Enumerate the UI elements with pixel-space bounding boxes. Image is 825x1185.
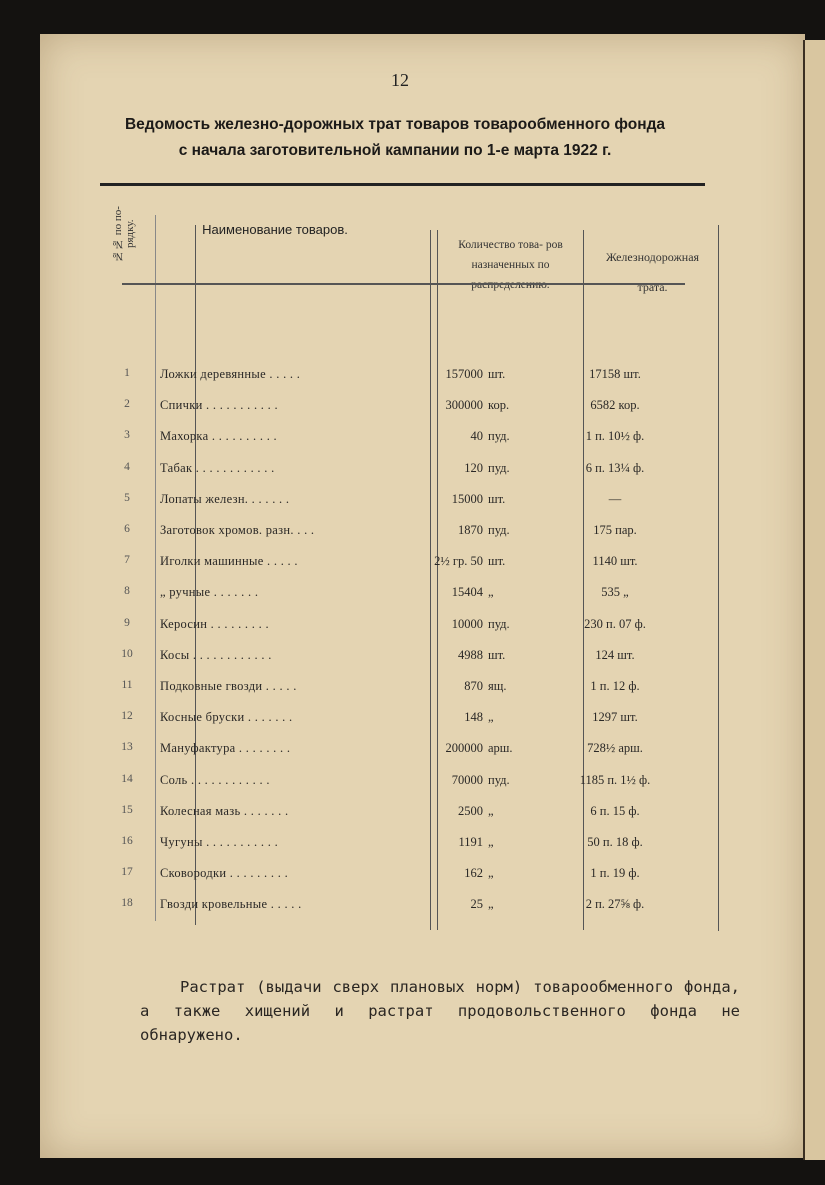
row-unit: кор. <box>488 398 510 413</box>
row-number: 2 <box>124 398 130 411</box>
table-row <box>110 548 710 578</box>
row-quantity: 1191 <box>458 835 483 849</box>
table-row <box>110 860 710 890</box>
table-row <box>110 798 710 828</box>
row-number: 8 <box>124 585 130 598</box>
row-unit: пуд. <box>488 523 510 537</box>
row-name: Ложки деревянные . . . . . <box>160 367 301 381</box>
header-railway-loss: Железнодорожная трата. <box>605 250 700 294</box>
row-unit: „ <box>488 710 494 725</box>
row-number: 13 <box>121 741 133 754</box>
row-unit: шт. <box>488 367 506 381</box>
row-railway-loss: 1297 шт. <box>592 710 638 725</box>
table-row <box>110 829 710 859</box>
table-row <box>110 704 710 734</box>
row-number: 7 <box>124 554 130 567</box>
row-unit: пуд. <box>488 460 510 475</box>
row-number: 6 <box>124 523 130 535</box>
row-quantity: 15000 <box>451 491 483 506</box>
row-quantity: 120 <box>464 460 483 475</box>
row-railway-loss: 1 п. 10½ ф. <box>585 429 645 444</box>
row-railway-loss: 1 п. 19 ф. <box>590 866 640 881</box>
row-number: 12 <box>121 710 133 723</box>
row-number: 10 <box>121 647 133 660</box>
table-row <box>110 517 710 547</box>
table-row <box>110 767 710 797</box>
row-name: Иголки машинные . . . . . <box>160 554 298 569</box>
row-unit: пуд. <box>488 429 510 444</box>
row-number: 3 <box>124 429 130 442</box>
row-quantity: 870 <box>464 679 483 693</box>
row-name: Керосин . . . . . . . . . <box>160 616 269 631</box>
header-rule <box>122 283 685 285</box>
row-name: Спички . . . . . . . . . . . <box>160 398 278 413</box>
row-railway-loss: 535 „ <box>601 585 629 600</box>
row-name: Колесная мазь . . . . . . . <box>160 803 289 818</box>
row-number: 18 <box>121 897 133 910</box>
row-unit: шт. <box>488 647 506 662</box>
row-railway-loss: 1 п. 12 ф. <box>590 679 640 693</box>
row-name: Мануфактура . . . . . . . . <box>160 741 291 756</box>
table-row <box>110 361 710 391</box>
title-line-2: с начала заготовительной кампании по 1-е марта 1922 г. <box>178 142 612 159</box>
footer-note: Растрат (выдачи сверх плановых норм) товарообменного фонда, а также хищений и растрат продовольственного фонда не обнаружено. <box>140 978 740 1044</box>
row-name: Чугуны . . . . . . . . . . . <box>160 835 278 849</box>
row-railway-loss: — <box>608 491 622 506</box>
header-number: №№ по по- рядку. <box>112 206 136 262</box>
row-quantity: 2500 <box>458 803 483 818</box>
row-quantity: 148 <box>464 710 483 725</box>
row-number: 11 <box>121 679 133 691</box>
row-railway-loss: 1185 п. 1½ ф. <box>579 772 651 787</box>
column-divider <box>718 225 719 931</box>
table-row <box>110 611 710 641</box>
table-row <box>110 392 710 422</box>
row-railway-loss: 230 п. 07 ф. <box>584 616 646 631</box>
page-edge <box>803 40 825 1160</box>
row-name: Косы . . . . . . . . . . . . <box>160 647 272 662</box>
row-name: Махорка . . . . . . . . . . <box>160 429 277 444</box>
header-name: Наименование товаров. <box>202 222 348 237</box>
row-unit: „ <box>488 866 494 881</box>
row-unit: шт. <box>488 554 506 569</box>
row-quantity: 1870 <box>458 523 483 537</box>
table-row <box>110 673 710 703</box>
header-quantity: Количество това- ров назначенных по распределению. <box>458 239 563 291</box>
row-unit: „ <box>488 897 494 912</box>
row-railway-loss: 17158 шт. <box>589 367 641 381</box>
row-number: 16 <box>121 835 133 847</box>
row-unit: „ <box>488 803 494 818</box>
row-number: 1 <box>124 367 130 379</box>
row-unit: „ <box>488 585 494 600</box>
table-row <box>110 423 710 453</box>
row-unit: пуд. <box>488 772 510 787</box>
row-name: Соль . . . . . . . . . . . . <box>160 772 270 787</box>
row-name: Сковородки . . . . . . . . . <box>160 866 289 881</box>
table-row <box>110 455 710 485</box>
page-title <box>60 112 730 164</box>
table-row <box>110 579 710 609</box>
row-quantity: 25 <box>470 897 483 912</box>
row-quantity: 10000 <box>451 616 483 631</box>
row-name: Заготовок хромов. разн. . . . <box>160 523 315 537</box>
row-quantity: 40 <box>470 429 483 444</box>
row-quantity: 162 <box>464 866 483 881</box>
row-railway-loss: 1140 шт. <box>592 554 638 569</box>
row-railway-loss: 6 п. 13¼ ф. <box>585 460 645 475</box>
table-top-rule <box>100 183 705 186</box>
row-name: Подковные гвозди . . . . . <box>160 679 297 693</box>
table-row <box>110 891 710 921</box>
row-quantity: 200000 <box>445 741 483 756</box>
row-quantity: 4988 <box>458 647 483 662</box>
row-unit: шт. <box>488 491 506 506</box>
row-name: Табак . . . . . . . . . . . . <box>160 460 275 475</box>
table-row <box>110 486 710 516</box>
title-line-1: Ведомость железно-дорожных трат товаров товарообменного фонда <box>124 116 666 133</box>
row-railway-loss: 6582 кор. <box>590 398 640 413</box>
row-quantity: 300000 <box>445 398 483 413</box>
row-railway-loss: 728½ арш. <box>587 741 643 756</box>
row-railway-loss: 2 п. 27⅝ ф. <box>585 897 645 912</box>
row-quantity: 157000 <box>445 367 483 381</box>
table-row <box>110 735 710 765</box>
row-quantity: 70000 <box>451 772 483 787</box>
row-unit: ящ. <box>488 679 507 693</box>
row-quantity: 15404 <box>451 585 483 600</box>
table-row <box>110 642 710 672</box>
row-name: Гвозди кровельные . . . . . <box>160 897 302 912</box>
row-name: „ ручные . . . . . . . <box>160 585 259 600</box>
row-number: 9 <box>124 616 130 629</box>
row-name: Косные бруски . . . . . . . <box>160 710 293 725</box>
row-number: 14 <box>121 772 133 785</box>
page-number: 12 <box>391 70 409 90</box>
row-unit: пуд. <box>488 616 510 631</box>
row-number: 5 <box>124 491 130 504</box>
row-railway-loss: 124 шт. <box>595 647 635 662</box>
row-number: 17 <box>121 866 133 879</box>
row-railway-loss: 50 п. 18 ф. <box>587 835 643 849</box>
row-name: Лопаты железн. . . . . . . <box>160 491 290 506</box>
row-number: 15 <box>121 803 133 816</box>
row-unit: арш. <box>488 741 513 756</box>
row-railway-loss: 175 пар. <box>593 523 637 537</box>
row-quantity: 2½ гр. 50 <box>434 554 483 569</box>
row-railway-loss: 6 п. 15 ф. <box>590 803 640 818</box>
row-number: 4 <box>124 460 130 473</box>
row-unit: „ <box>488 835 494 849</box>
